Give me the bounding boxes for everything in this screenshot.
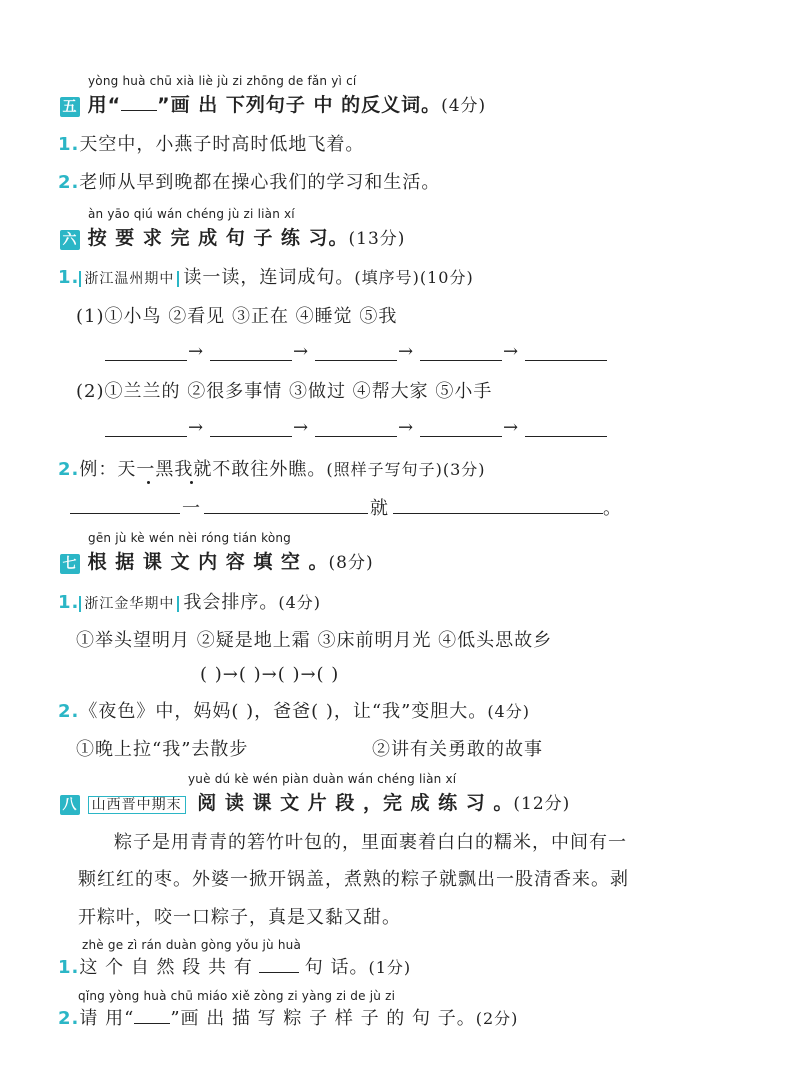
answer-line[interactable] (420, 436, 502, 437)
section6-q2-note: (照样子写句子)(3分) (326, 460, 486, 479)
section5-badge: 五 (60, 97, 80, 117)
answer-line[interactable] (420, 360, 502, 361)
section8-q2 (58, 1004, 518, 1030)
section7-score: (8分) (328, 553, 374, 573)
passage-line-3: 开粽叶，咬一口粽子，真是又黏又甜。 (78, 907, 401, 928)
section8-q1-score: (1分) (368, 958, 412, 977)
section7-q2 (58, 697, 530, 723)
arrow-icon: → (188, 341, 204, 362)
section5-q2-text: 老师从早到晚都在操心我们的学习和生活。 (79, 172, 441, 193)
section8-q2-text-b: ”画 出 描 写 粽 子 样 子 的 句 子。 (170, 1008, 476, 1029)
section7-badge: 七 (60, 554, 80, 574)
arrow-icon: → (398, 417, 414, 438)
answer-line[interactable] (525, 360, 607, 361)
section6-title: 按 要 求 完 成 句 子 练 习。 (87, 227, 349, 249)
q-number: 2. (58, 459, 80, 480)
source-tag: 浙江金华期中 (79, 596, 179, 612)
order-blanks[interactable]: ( )→( )→( )→( ) (200, 664, 340, 685)
answer-line[interactable] (315, 436, 397, 437)
answer-line[interactable] (525, 436, 607, 437)
section7-title: 根 据 课 文 内 容 填 空 。 (87, 551, 329, 573)
word-group-2: (2)①兰兰的 ②很多事情 ③做过 ④帮大家 ⑤小手 (76, 381, 493, 402)
section6-q1-text: 读一读，连词成句。 (183, 267, 355, 288)
answer-line[interactable] (105, 436, 187, 437)
section6-q2 (58, 455, 486, 481)
answer-line[interactable] (315, 360, 397, 361)
answer-blank (134, 1023, 170, 1024)
section8-title: 阅 读 课 文 片 段 ，完 成 练 习 。 (197, 792, 514, 814)
section8-badge: 八 (60, 795, 80, 815)
choice-1: ①晚上拉“我”去散步 (76, 739, 249, 760)
section7-pinyin: gēn jù kè wén nèi róng tián kòng (88, 531, 291, 545)
period: 。 (603, 498, 622, 519)
section6-q1 (58, 263, 474, 289)
section6-pinyin: àn yāo qiú wán chéng jù zi liàn xí (88, 207, 295, 221)
section6-heading (60, 223, 405, 250)
section8-q2-text-a: 请 用“ (79, 1008, 135, 1029)
section8-q2-pinyin: qǐng yòng huà chū miáo xiě zòng zi yàng zi de jù zi (78, 989, 396, 1003)
answer-blank[interactable] (259, 972, 299, 973)
section8-q1 (58, 953, 411, 979)
section8-heading (60, 788, 570, 815)
emphasis-dot (190, 481, 193, 484)
section7-q1-score: (4分) (278, 593, 322, 612)
section6-q2-text: 例：天一黑我就不敢往外瞧。 (79, 459, 327, 480)
section7-heading (60, 547, 374, 574)
section7-q2-text: 《夜色》中，妈妈( )，爸爸( )，让“我”变胆大。 (79, 701, 488, 722)
choice-2: ②讲有关勇敢的故事 (372, 739, 543, 760)
passage-line-2: 颗红红的枣。外婆一掀开锅盖，煮熟的粽子就飘出一股清香来。剥 (78, 869, 629, 890)
section6-q1-note: (填序号)(10分) (354, 268, 474, 287)
answer-line[interactable] (105, 360, 187, 361)
answer-line[interactable] (393, 513, 603, 514)
section5-title-b: ”画 出 下列句子 中 的反义词。 (157, 94, 442, 116)
section5-title-a: 用“ (87, 94, 122, 116)
section6-score: (13分) (348, 229, 406, 249)
arrow-icon: → (293, 417, 309, 438)
section8-q1-text-b: 句 话。 (304, 957, 369, 978)
section8-q2-score: (2分) (475, 1009, 519, 1028)
arrow-icon: → (188, 417, 204, 438)
source-tag: 浙江温州期中 (79, 271, 179, 287)
section5-pinyin: yòng huà chū xià liè jù zi zhōng de fǎn yì cí (88, 74, 357, 88)
section5-heading (60, 90, 486, 117)
section7-q2-score: (4分) (487, 702, 530, 721)
arrow-icon: → (503, 341, 519, 362)
word-jiu: 就 (370, 498, 389, 519)
q-number: 1. (58, 957, 80, 978)
emphasis-dot (147, 481, 150, 484)
section8-pinyin: yuè dú kè wén piàn duàn wán chéng liàn xí (188, 772, 457, 786)
arrow-icon: → (398, 341, 414, 362)
arrow-icon: → (293, 341, 309, 362)
q-number: 2. (58, 701, 80, 722)
section8-q1-pinyin: zhè ge zì rán duàn gòng yǒu jù huà (82, 938, 302, 952)
section5-title-blank (121, 110, 157, 111)
arrow-icon: → (503, 417, 519, 438)
q-number: 1. (58, 592, 80, 613)
section5-score: (4分) (441, 96, 487, 116)
answer-line[interactable] (204, 513, 368, 514)
q-number: 1. (58, 134, 80, 155)
q-number: 2. (58, 172, 80, 193)
section8-q1-text-a: 这 个 自 然 段 共 有 (79, 957, 253, 978)
passage-line-1: 粽子是用青青的箬竹叶包的，里面裹着白白的糯米，中间有一 (114, 832, 627, 853)
section7-q1 (58, 588, 321, 614)
q-number: 2. (58, 1008, 80, 1029)
section5-q1-text: 天空中，小燕子时高时低地飞着。 (79, 134, 365, 155)
q-number: 1. (58, 267, 80, 288)
answer-line[interactable] (210, 436, 292, 437)
poem-options: ①举头望明月 ②疑是地上霜 ③床前明月光 ④低头思故乡 (76, 630, 553, 651)
answer-line[interactable] (70, 513, 180, 514)
section6-badge: 六 (60, 230, 80, 250)
answer-line[interactable] (210, 360, 292, 361)
source-tag: 山西晋中期末 (88, 796, 186, 814)
word-group-1: (1)①小鸟 ②看见 ③正在 ④睡觉 ⑤我 (76, 306, 398, 327)
section5-q2 (58, 168, 440, 194)
section5-q1 (58, 130, 364, 156)
section7-q1-text: 我会排序。 (183, 592, 279, 613)
section8-score: (12分) (513, 794, 571, 814)
word-yi: 一 (182, 498, 201, 519)
